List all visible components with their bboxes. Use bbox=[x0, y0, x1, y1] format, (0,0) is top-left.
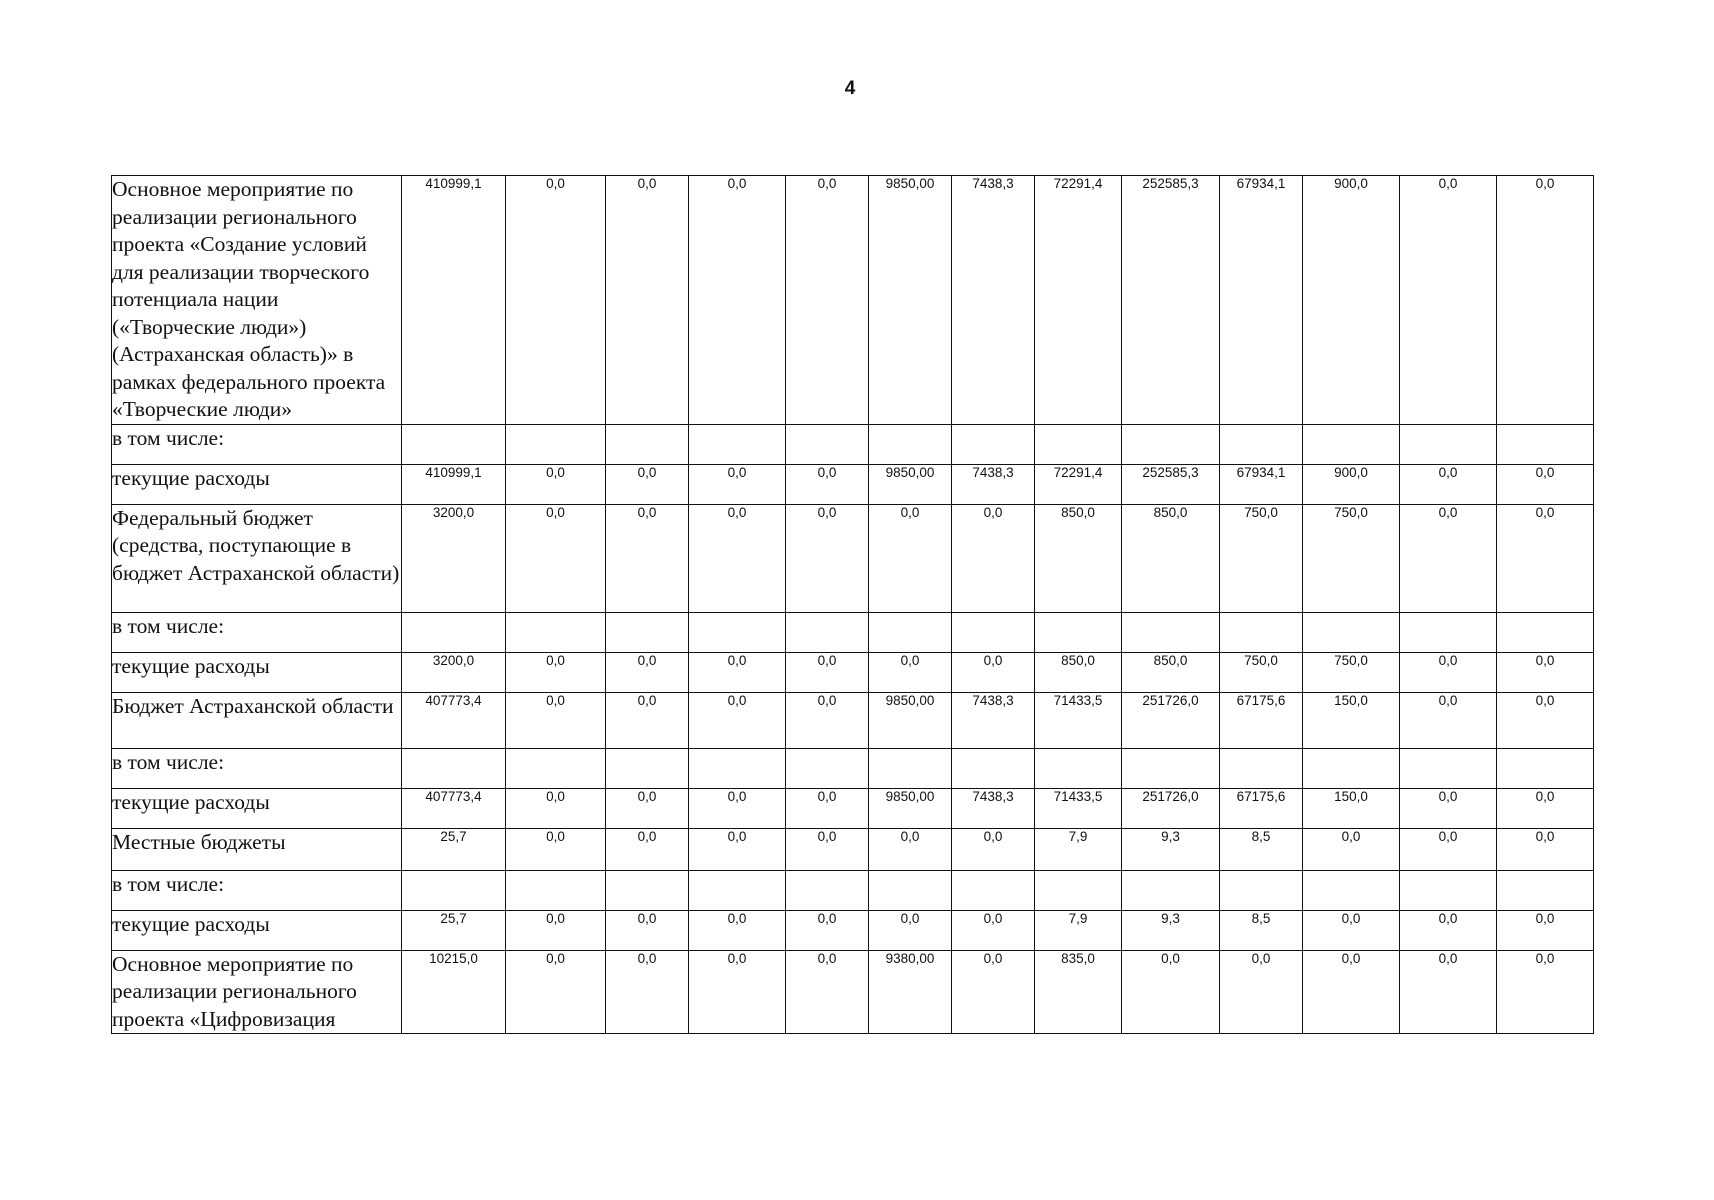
value-cell bbox=[1303, 612, 1400, 652]
value-cell: 835,0 bbox=[1035, 950, 1122, 1034]
value-cell: 0,0 bbox=[786, 176, 869, 425]
row-label: Федеральный бюджет (средства, поступающие в бюджет Астраханской области) bbox=[112, 504, 402, 612]
value-cell: 0,0 bbox=[952, 828, 1035, 870]
row-label: в том числе: bbox=[112, 612, 402, 652]
value-cell: 7,9 bbox=[1035, 910, 1122, 950]
value-cell: 0,0 bbox=[606, 176, 689, 425]
value-cell: 0,0 bbox=[869, 910, 952, 950]
page-number: 4 bbox=[844, 78, 856, 99]
value-cell bbox=[606, 612, 689, 652]
value-cell bbox=[606, 748, 689, 788]
value-cell bbox=[952, 748, 1035, 788]
value-cell bbox=[1122, 748, 1220, 788]
value-cell: 0,0 bbox=[1400, 950, 1497, 1034]
value-cell: 7438,3 bbox=[952, 176, 1035, 425]
table-row bbox=[112, 424, 1594, 464]
value-cell: 0,0 bbox=[869, 652, 952, 692]
value-cell bbox=[1220, 612, 1303, 652]
value-cell: 900,0 bbox=[1303, 464, 1400, 504]
value-cell: 9850,00 bbox=[869, 464, 952, 504]
value-cell: 0,0 bbox=[689, 910, 786, 950]
value-cell bbox=[1400, 748, 1497, 788]
value-cell: 0,0 bbox=[1303, 910, 1400, 950]
row-label: в том числе: bbox=[112, 748, 402, 788]
value-cell: 10215,0 bbox=[402, 950, 506, 1034]
value-cell bbox=[1303, 870, 1400, 910]
value-cell: 0,0 bbox=[1400, 692, 1497, 748]
value-cell: 7,9 bbox=[1035, 828, 1122, 870]
value-cell: 750,0 bbox=[1220, 504, 1303, 612]
value-cell: 750,0 bbox=[1220, 652, 1303, 692]
value-cell: 0,0 bbox=[689, 788, 786, 828]
value-cell: 0,0 bbox=[1400, 828, 1497, 870]
value-cell bbox=[786, 424, 869, 464]
value-cell: 7438,3 bbox=[952, 692, 1035, 748]
value-cell bbox=[402, 612, 506, 652]
value-cell: 750,0 bbox=[1303, 652, 1400, 692]
row-label: текущие расходы bbox=[112, 788, 402, 828]
value-cell bbox=[1035, 870, 1122, 910]
row-label: в том числе: bbox=[112, 424, 402, 464]
value-cell: 410999,1 bbox=[402, 176, 506, 425]
value-cell: 0,0 bbox=[1497, 464, 1594, 504]
value-cell: 850,0 bbox=[1122, 652, 1220, 692]
value-cell bbox=[506, 870, 606, 910]
value-cell: 0,0 bbox=[786, 504, 869, 612]
value-cell: 67175,6 bbox=[1220, 692, 1303, 748]
table-row bbox=[112, 870, 1594, 910]
value-cell bbox=[402, 870, 506, 910]
value-cell bbox=[1303, 424, 1400, 464]
value-cell: 0,0 bbox=[869, 504, 952, 612]
value-cell: 67175,6 bbox=[1220, 788, 1303, 828]
value-cell: 407773,4 bbox=[402, 692, 506, 748]
table-row bbox=[112, 176, 1594, 425]
value-cell bbox=[689, 870, 786, 910]
value-cell bbox=[1035, 748, 1122, 788]
value-cell: 0,0 bbox=[689, 504, 786, 612]
value-cell bbox=[1122, 870, 1220, 910]
value-cell: 900,0 bbox=[1303, 176, 1400, 425]
value-cell bbox=[1497, 748, 1594, 788]
value-cell bbox=[952, 612, 1035, 652]
value-cell bbox=[689, 424, 786, 464]
value-cell bbox=[506, 612, 606, 652]
value-cell: 0,0 bbox=[1497, 176, 1594, 425]
value-cell bbox=[786, 612, 869, 652]
value-cell: 72291,4 bbox=[1035, 176, 1122, 425]
value-cell: 251726,0 bbox=[1122, 788, 1220, 828]
table-row bbox=[112, 748, 1594, 788]
value-cell: 0,0 bbox=[606, 828, 689, 870]
value-cell: 25,7 bbox=[402, 828, 506, 870]
value-cell: 67934,1 bbox=[1220, 464, 1303, 504]
value-cell: 0,0 bbox=[506, 464, 606, 504]
value-cell bbox=[1497, 424, 1594, 464]
value-cell: 71433,5 bbox=[1035, 788, 1122, 828]
value-cell bbox=[689, 612, 786, 652]
value-cell: 850,0 bbox=[1035, 652, 1122, 692]
budget-table bbox=[111, 175, 1594, 1034]
value-cell: 0,0 bbox=[869, 828, 952, 870]
value-cell bbox=[869, 748, 952, 788]
value-cell: 150,0 bbox=[1303, 692, 1400, 748]
value-cell: 750,0 bbox=[1303, 504, 1400, 612]
value-cell bbox=[1497, 612, 1594, 652]
value-cell: 407773,4 bbox=[402, 788, 506, 828]
value-cell: 9850,00 bbox=[869, 788, 952, 828]
value-cell: 0,0 bbox=[689, 828, 786, 870]
value-cell: 8,5 bbox=[1220, 910, 1303, 950]
value-cell bbox=[1303, 748, 1400, 788]
value-cell: 0,0 bbox=[786, 464, 869, 504]
value-cell: 0,0 bbox=[689, 652, 786, 692]
value-cell: 0,0 bbox=[506, 910, 606, 950]
value-cell: 0,0 bbox=[1220, 950, 1303, 1034]
value-cell: 410999,1 bbox=[402, 464, 506, 504]
value-cell: 3200,0 bbox=[402, 504, 506, 612]
value-cell: 0,0 bbox=[506, 504, 606, 612]
value-cell bbox=[1497, 870, 1594, 910]
value-cell bbox=[1122, 424, 1220, 464]
value-cell bbox=[1122, 612, 1220, 652]
value-cell bbox=[1220, 424, 1303, 464]
value-cell bbox=[786, 748, 869, 788]
value-cell bbox=[689, 748, 786, 788]
value-cell: 0,0 bbox=[689, 692, 786, 748]
value-cell: 0,0 bbox=[606, 692, 689, 748]
table-row bbox=[112, 612, 1594, 652]
value-cell: 0,0 bbox=[786, 788, 869, 828]
value-cell: 9850,00 bbox=[869, 692, 952, 748]
value-cell bbox=[869, 612, 952, 652]
value-cell: 71433,5 bbox=[1035, 692, 1122, 748]
value-cell: 7438,3 bbox=[952, 788, 1035, 828]
value-cell: 0,0 bbox=[1400, 464, 1497, 504]
value-cell: 67934,1 bbox=[1220, 176, 1303, 425]
value-cell bbox=[606, 870, 689, 910]
value-cell bbox=[506, 748, 606, 788]
value-cell: 0,0 bbox=[506, 828, 606, 870]
value-cell bbox=[786, 870, 869, 910]
table-row bbox=[112, 504, 1594, 612]
value-cell: 0,0 bbox=[689, 464, 786, 504]
value-cell: 0,0 bbox=[1400, 910, 1497, 950]
value-cell: 72291,4 bbox=[1035, 464, 1122, 504]
value-cell: 0,0 bbox=[1497, 652, 1594, 692]
value-cell: 0,0 bbox=[1303, 828, 1400, 870]
row-label: текущие расходы bbox=[112, 910, 402, 950]
value-cell: 0,0 bbox=[506, 176, 606, 425]
value-cell bbox=[952, 870, 1035, 910]
value-cell bbox=[1035, 424, 1122, 464]
value-cell: 0,0 bbox=[952, 950, 1035, 1034]
value-cell: 0,0 bbox=[1497, 504, 1594, 612]
value-cell bbox=[402, 748, 506, 788]
value-cell bbox=[506, 424, 606, 464]
value-cell: 8,5 bbox=[1220, 828, 1303, 870]
value-cell: 25,7 bbox=[402, 910, 506, 950]
row-label: текущие расходы bbox=[112, 652, 402, 692]
row-label: текущие расходы bbox=[112, 464, 402, 504]
value-cell: 850,0 bbox=[1122, 504, 1220, 612]
row-label: Основное мероприятие по реализации регионального проекта «Цифровизация bbox=[112, 950, 402, 1034]
table-row bbox=[112, 788, 1594, 828]
value-cell: 0,0 bbox=[786, 910, 869, 950]
value-cell: 9380,00 bbox=[869, 950, 952, 1034]
value-cell bbox=[1220, 748, 1303, 788]
value-cell: 150,0 bbox=[1303, 788, 1400, 828]
value-cell: 0,0 bbox=[786, 652, 869, 692]
table-row bbox=[112, 652, 1594, 692]
value-cell: 9,3 bbox=[1122, 828, 1220, 870]
row-label: Местные бюджеты bbox=[112, 828, 402, 870]
value-cell bbox=[869, 870, 952, 910]
value-cell: 0,0 bbox=[786, 692, 869, 748]
value-cell: 0,0 bbox=[1497, 910, 1594, 950]
value-cell bbox=[1400, 424, 1497, 464]
table-row bbox=[112, 828, 1594, 870]
value-cell: 0,0 bbox=[786, 828, 869, 870]
value-cell: 850,0 bbox=[1035, 504, 1122, 612]
value-cell: 0,0 bbox=[952, 504, 1035, 612]
value-cell bbox=[1400, 612, 1497, 652]
value-cell: 0,0 bbox=[606, 910, 689, 950]
value-cell bbox=[869, 424, 952, 464]
row-label: Бюджет Астраханской области bbox=[112, 692, 402, 748]
value-cell: 0,0 bbox=[1497, 950, 1594, 1034]
value-cell: 0,0 bbox=[1122, 950, 1220, 1034]
row-label: в том числе: bbox=[112, 870, 402, 910]
value-cell: 0,0 bbox=[1497, 788, 1594, 828]
value-cell bbox=[402, 424, 506, 464]
row-label: Основное мероприятие по реализации регионального проекта «Создание условий для реализации творческого потенциала нации («Творческие люди») (Астраханская область)» в рамках федерального проекта «Творческие люди» bbox=[112, 176, 402, 425]
value-cell: 0,0 bbox=[1400, 176, 1497, 425]
value-cell: 0,0 bbox=[689, 950, 786, 1034]
value-cell: 0,0 bbox=[506, 692, 606, 748]
value-cell: 0,0 bbox=[606, 950, 689, 1034]
table-row bbox=[112, 692, 1594, 748]
value-cell: 9,3 bbox=[1122, 910, 1220, 950]
value-cell: 252585,3 bbox=[1122, 464, 1220, 504]
value-cell: 0,0 bbox=[1497, 692, 1594, 748]
value-cell: 0,0 bbox=[689, 176, 786, 425]
value-cell: 0,0 bbox=[606, 652, 689, 692]
value-cell bbox=[952, 424, 1035, 464]
table-row bbox=[112, 910, 1594, 950]
table-row bbox=[112, 464, 1594, 504]
value-cell: 0,0 bbox=[606, 788, 689, 828]
value-cell: 251726,0 bbox=[1122, 692, 1220, 748]
value-cell: 0,0 bbox=[786, 950, 869, 1034]
value-cell: 0,0 bbox=[1303, 950, 1400, 1034]
value-cell bbox=[1400, 870, 1497, 910]
value-cell: 0,0 bbox=[1400, 652, 1497, 692]
value-cell: 0,0 bbox=[952, 652, 1035, 692]
value-cell: 0,0 bbox=[606, 464, 689, 504]
value-cell: 0,0 bbox=[506, 950, 606, 1034]
value-cell bbox=[1220, 870, 1303, 910]
value-cell bbox=[606, 424, 689, 464]
value-cell: 7438,3 bbox=[952, 464, 1035, 504]
value-cell: 3200,0 bbox=[402, 652, 506, 692]
value-cell: 0,0 bbox=[506, 788, 606, 828]
value-cell: 0,0 bbox=[1400, 788, 1497, 828]
value-cell: 0,0 bbox=[1497, 828, 1594, 870]
value-cell: 0,0 bbox=[1400, 504, 1497, 612]
value-cell: 0,0 bbox=[952, 910, 1035, 950]
value-cell: 0,0 bbox=[606, 504, 689, 612]
value-cell: 252585,3 bbox=[1122, 176, 1220, 425]
value-cell bbox=[1035, 612, 1122, 652]
table-row bbox=[112, 950, 1594, 1034]
value-cell: 0,0 bbox=[506, 652, 606, 692]
value-cell: 9850,00 bbox=[869, 176, 952, 425]
